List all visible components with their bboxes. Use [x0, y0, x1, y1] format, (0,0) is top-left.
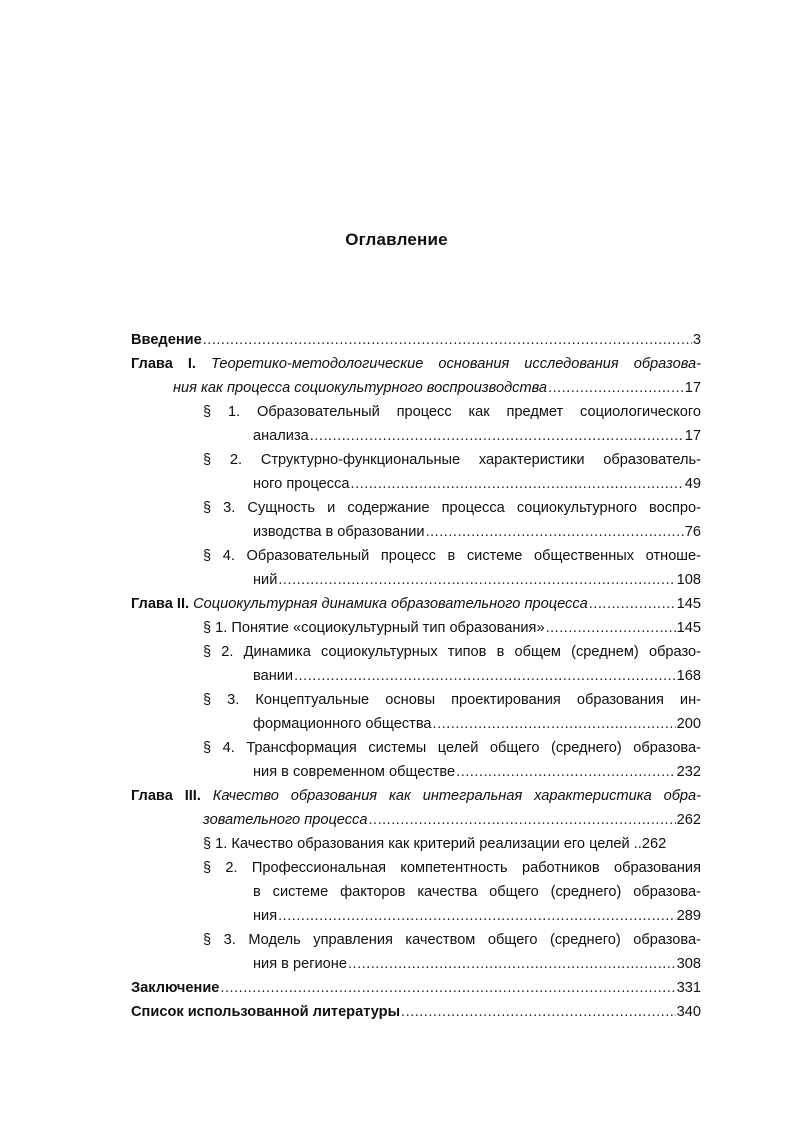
- toc-entry-ch3-s3-cont[interactable]: ния в регионе ..... 308: [253, 952, 701, 976]
- toc-entry-ch2-s2-cont[interactable]: вании ..... 168: [253, 664, 701, 688]
- toc-entry-ch2-s1[interactable]: § 1. Понятие «социокультурный тип образования» ..... 145: [203, 616, 701, 640]
- chapter-prefix: Глава III.: [131, 788, 201, 804]
- entry-label: Введение: [131, 332, 202, 348]
- page-number: 262: [641, 836, 667, 852]
- toc-entry-chapter-1[interactable]: [131, 352, 701, 376]
- chapter-title-line1: Социокультурная динамика образовательного процесса: [193, 596, 588, 612]
- toc-entry-ch3-s2[interactable]: § 2. Профессиональная компетентность работников образования: [203, 860, 701, 876]
- chapter-title-line1: Качество образования как интегральная характеристика обра-: [212, 788, 702, 804]
- page-number: 289: [676, 908, 701, 924]
- page-number: 340: [676, 1004, 701, 1020]
- page-number: 168: [676, 668, 701, 684]
- page-number: 76: [684, 524, 701, 540]
- toc-entry-ch2-s4-cont[interactable]: ния в современном обществе ..... 232: [253, 760, 701, 784]
- toc-entry-ch1-s3[interactable]: § 3. Сущность и содержание процесса социокультурного воспро-: [203, 500, 701, 516]
- entry-label: Заключение: [131, 980, 220, 996]
- toc-entry-chapter-2[interactable]: [131, 592, 701, 616]
- page-number: 262: [676, 812, 701, 828]
- toc-entry-ch3-s2-cont2[interactable]: ния ..... 289: [253, 904, 701, 928]
- toc-entry-ch1-s4[interactable]: § 4. Образовательный процесс в системе общественных отноше-: [203, 548, 701, 564]
- toc-entry-ch1-s1[interactable]: § 1. Образовательный процесс как предмет социологического: [203, 404, 701, 420]
- toc-entry-ch2-s3-cont[interactable]: формационного общества ..... 200: [253, 712, 701, 736]
- toc-entry-intro[interactable]: [131, 328, 701, 352]
- toc-entry-ch1-s2[interactable]: § 2. Структурно-функциональные характеристики образователь-: [203, 452, 701, 468]
- page-title: Оглавление: [345, 230, 448, 249]
- toc-entry-ch1-s2-cont[interactable]: ного процесса ..... 49: [253, 472, 701, 496]
- chapter-prefix: Глава II.: [131, 596, 190, 612]
- page-number: 145: [676, 620, 701, 636]
- toc-entry-chapter-3[interactable]: [131, 784, 701, 808]
- chapter-title-line2: ния как процесса социокультурного воспроизводства: [173, 380, 548, 396]
- page-number: 331: [676, 980, 701, 996]
- page-number: 108: [676, 572, 701, 588]
- chapter-title-line1: Теоретико-методологические основания исследования образова-: [210, 356, 701, 372]
- toc-entry-ch3-s1[interactable]: § 1. Качество образования как критерий реализации его целей ..262: [203, 836, 667, 852]
- toc-entry-ch2-s4[interactable]: § 4. Трансформация системы целей общего (среднего) образова-: [203, 740, 701, 756]
- page-number: 308: [676, 956, 701, 972]
- toc-entry-bibliography[interactable]: [131, 1000, 701, 1024]
- toc-entry-ch1-s1-cont[interactable]: анализа ..... 17: [253, 424, 701, 448]
- entry-label: Список использованной литературы: [131, 1004, 401, 1020]
- toc-entry-conclusion[interactable]: [131, 976, 701, 1000]
- page-number: 3: [692, 332, 701, 348]
- toc-entry-ch2-s3[interactable]: § 3. Концептуальные основы проектирования образования ин-: [203, 692, 701, 708]
- toc-entry-ch1-s4-cont[interactable]: ний ..... 108: [253, 568, 701, 592]
- chapter-prefix: Глава I.: [131, 356, 196, 372]
- toc-entry-chapter-1-cont[interactable]: [173, 376, 701, 400]
- page-number: 49: [684, 476, 701, 492]
- toc-entry-ch2-s2[interactable]: § 2. Динамика социокультурных типов в общем (среднем) образо-: [203, 644, 701, 660]
- toc-entry-ch3-s2-cont1[interactable]: в системе факторов качества общего (среднего) образова-: [253, 884, 701, 900]
- toc-entry-ch1-s3-cont[interactable]: изводства в образовании ..... 76: [253, 520, 701, 544]
- page-number: 200: [676, 716, 701, 732]
- page-number: 145: [676, 596, 701, 612]
- page-number: 17: [684, 428, 701, 444]
- toc-entry-chapter-3-cont[interactable]: [203, 808, 701, 832]
- page-number: 232: [676, 764, 701, 780]
- page-number: 17: [684, 380, 701, 396]
- chapter-title-line2: зовательного процесса: [203, 812, 368, 828]
- toc-entry-ch3-s3[interactable]: § 3. Модель управления качеством общего (среднего) образова-: [203, 932, 701, 948]
